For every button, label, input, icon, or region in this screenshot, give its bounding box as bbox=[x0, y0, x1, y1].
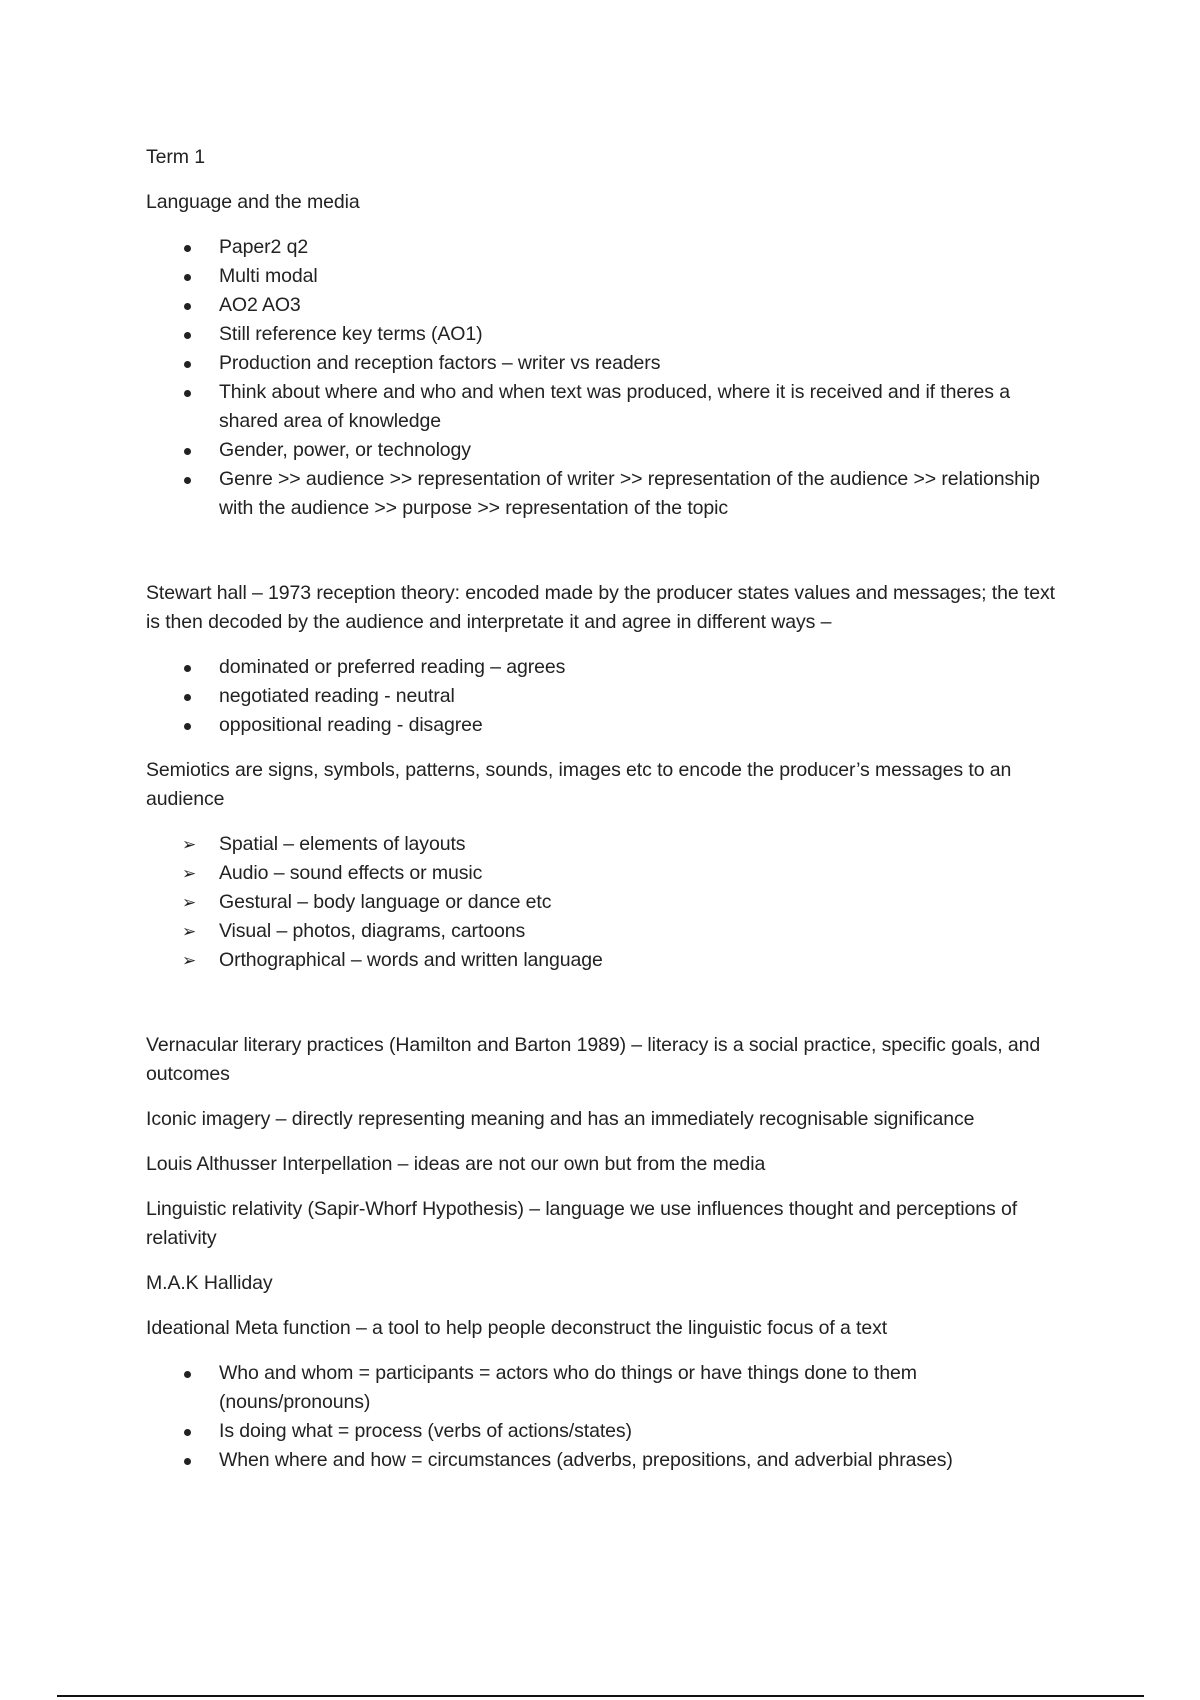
reading-types-bullet-list bbox=[146, 653, 1066, 740]
list-item: When where and how = circumstances (adverbs, prepositions, and adverbial phrases) bbox=[219, 1449, 953, 1471]
list-item: Genre >> audience >> representation of writer >> representation of the audience >> relationship with the audience >> purpose >> representation of the topic bbox=[219, 468, 1040, 519]
arrow-bullet-icon: ➢ bbox=[182, 864, 197, 883]
althusser-paragraph: Louis Althusser Interpellation – ideas are not our own but from the media bbox=[146, 1153, 766, 1175]
list-item: Still reference key terms (AO1) bbox=[219, 323, 483, 345]
list-item: negotiated reading - neutral bbox=[219, 685, 455, 707]
term-heading: Term 1 bbox=[146, 146, 205, 168]
arrow-bullet-icon: ➢ bbox=[182, 835, 197, 854]
list-item: Multi modal bbox=[219, 265, 318, 287]
list-item: Production and reception factors – writer vs readers bbox=[219, 352, 661, 374]
section-heading-language-media: Language and the media bbox=[146, 191, 360, 213]
vernacular-paragraph: Vernacular literary practices (Hamilton and Barton 1989) – literacy is a social practice, specific goals, and outcomes bbox=[146, 1034, 1041, 1085]
list-item: Paper2 q2 bbox=[219, 236, 309, 258]
footer-divider bbox=[57, 1695, 1144, 1697]
arrow-bullet-icon: ➢ bbox=[182, 922, 197, 941]
halliday-heading: M.A.K Halliday bbox=[146, 1272, 273, 1294]
arrow-bullet-icon: ➢ bbox=[182, 893, 197, 912]
arrow-bullet-icon: ➢ bbox=[182, 951, 197, 970]
list-item: ➢ Gestural – body language or dance etc bbox=[146, 888, 1066, 917]
list-item: dominated or preferred reading – agrees bbox=[219, 656, 566, 678]
list-item: AO2 AO3 bbox=[219, 294, 301, 316]
list-item: ➢ Audio – sound effects or music bbox=[146, 859, 1066, 888]
list-item: Is doing what = process (verbs of actions/states) bbox=[219, 1420, 632, 1442]
stewart-hall-paragraph: Stewart hall – 1973 reception theory: encoded made by the producer states values and messages; the text is then decoded by the audience and interpretate it and agree in different ways – bbox=[146, 582, 1055, 633]
list-item: ➢ Visual – photos, diagrams, cartoons bbox=[146, 917, 1066, 946]
semiotics-paragraph: Semiotics are signs, symbols, patterns, sounds, images etc to encode the producer’s messages to an audience bbox=[146, 759, 1012, 810]
ideational-bullet-list bbox=[146, 1359, 1066, 1475]
list-item: Gender, power, or technology bbox=[219, 439, 471, 461]
list-item: ➢ Spatial – elements of layouts bbox=[146, 830, 1066, 859]
list-item: oppositional reading - disagree bbox=[219, 714, 483, 736]
document-body bbox=[146, 143, 1066, 1491]
list-item: Think about where and who and when text was produced, where it is received and if theres a shared area of knowledge bbox=[219, 381, 1010, 432]
list-item: ➢ Orthographical – words and written language bbox=[146, 946, 1066, 975]
language-media-bullet-list bbox=[146, 233, 1066, 523]
ideational-paragraph: Ideational Meta function – a tool to help people deconstruct the linguistic focus of a text bbox=[146, 1317, 888, 1339]
iconic-imagery-paragraph: Iconic imagery – directly representing meaning and has an immediately recognisable significance bbox=[146, 1108, 975, 1130]
semiotic-modes-arrow-list bbox=[146, 830, 1066, 975]
linguistic-relativity-paragraph: Linguistic relativity (Sapir-Whorf Hypothesis) – language we use influences thought and perceptions of relativity bbox=[146, 1198, 1018, 1249]
list-item: Who and whom = participants = actors who do things or have things done to them (nouns/pronouns) bbox=[219, 1362, 917, 1413]
